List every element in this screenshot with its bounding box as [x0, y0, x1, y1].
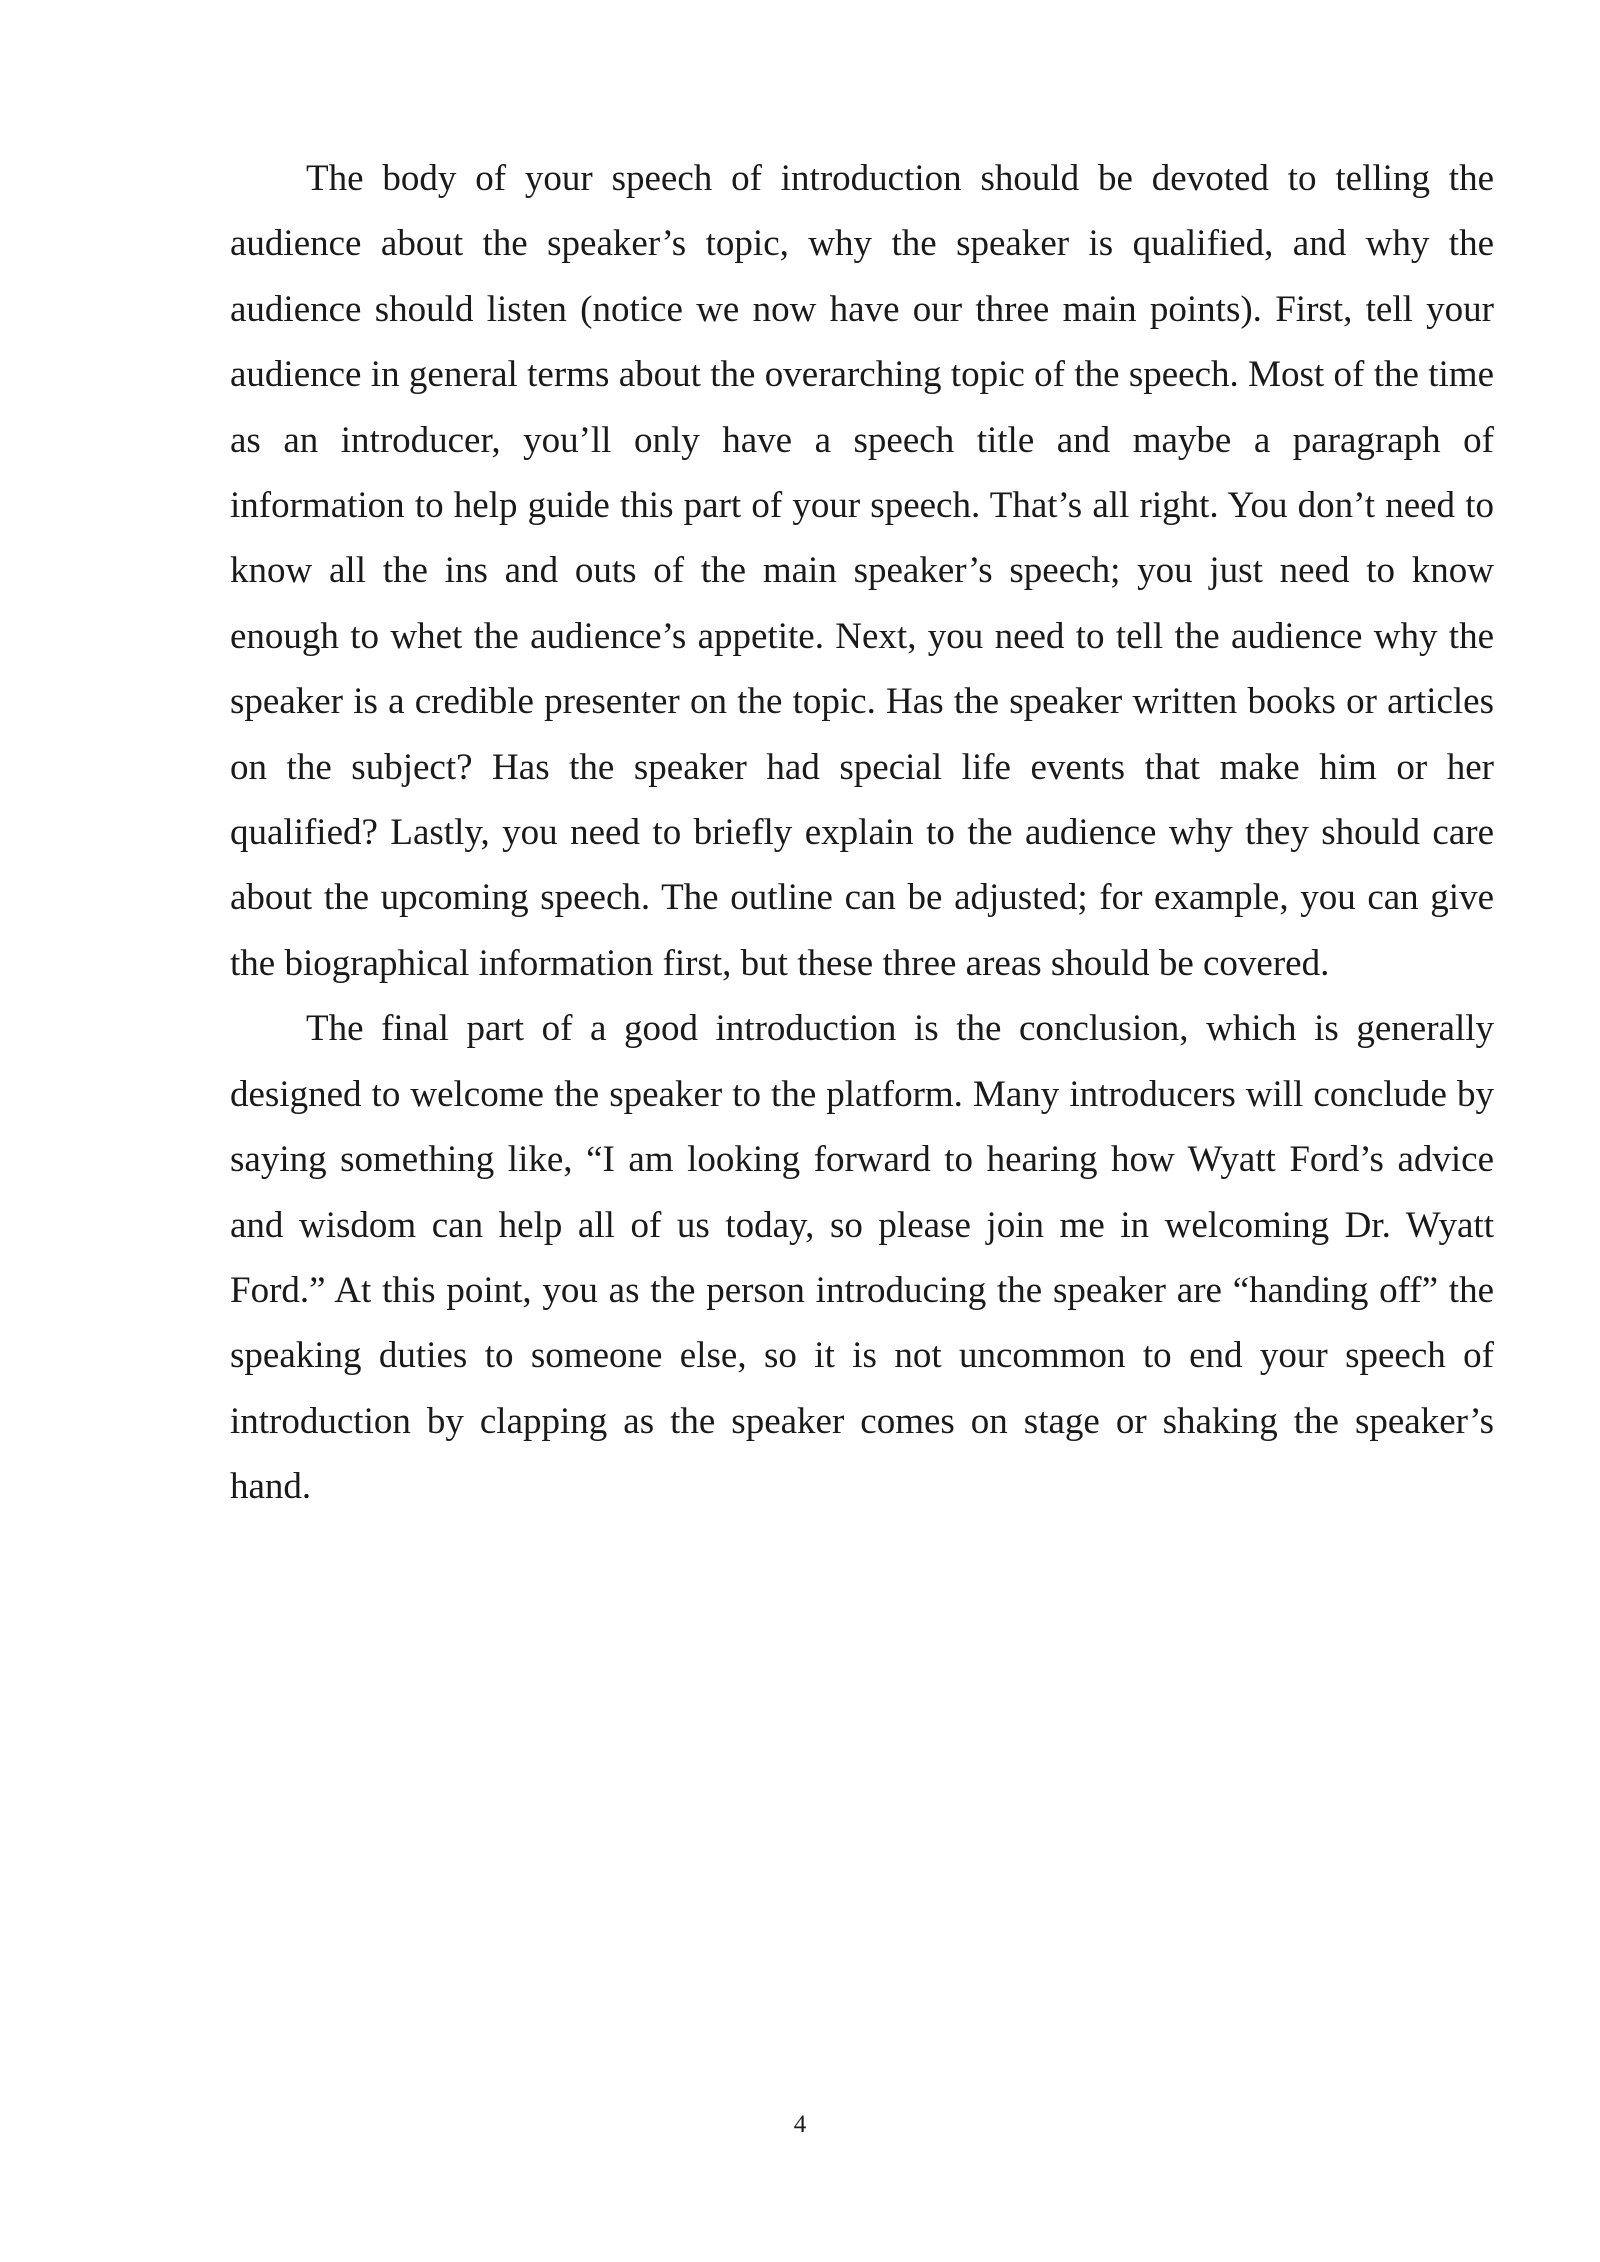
page-number: 4 — [793, 2111, 807, 2138]
paragraph-speech-body: The body of your speech of introduction should be devoted to telling the audience about the speaker’s topic, why the speaker is qualified, and why the audience should listen (notice we now have our three main points). First, tell your audience in general terms about the overarching topic of the speech. Most of the time as an introducer, you’ll only have a speech title and maybe a paragraph of information to help guide this part of your speech. That’s all right. You don’t need to know all the ins and outs of the main speaker’s speech; you just need to know enough to whet the audience’s appetite. Next, you need to tell the audience why the speaker is a credible presenter on the topic. Has the speaker written books or articles on the subject? Has the speaker had special life events that make him or her qualified? Lastly, you need to briefly explain to the audience why they should care about the upcoming speech. The outline can be adjusted; for example, you can give the biographical information first, but these three areas should be covered. — [230, 158, 1494, 984]
body-text — [230, 146, 1494, 1520]
paragraph-conclusion: The final part of a good introduction is the conclusion, which is generally designed to welcome the speaker to the platform. Many introducers will conclude by saying something like, “I am looking forward to hearing how Wyatt Ford’s advice and wisdom can help all of us today, so please join me in welcoming Dr. Wyatt Ford.” At this point, you as the person introducing the speaker are “handing off” the speaking duties to someone else, so it is not uncommon to end your speech of introduction by clapping as the speaker comes on stage or shaking the speaker’s hand. — [230, 1008, 1494, 1508]
